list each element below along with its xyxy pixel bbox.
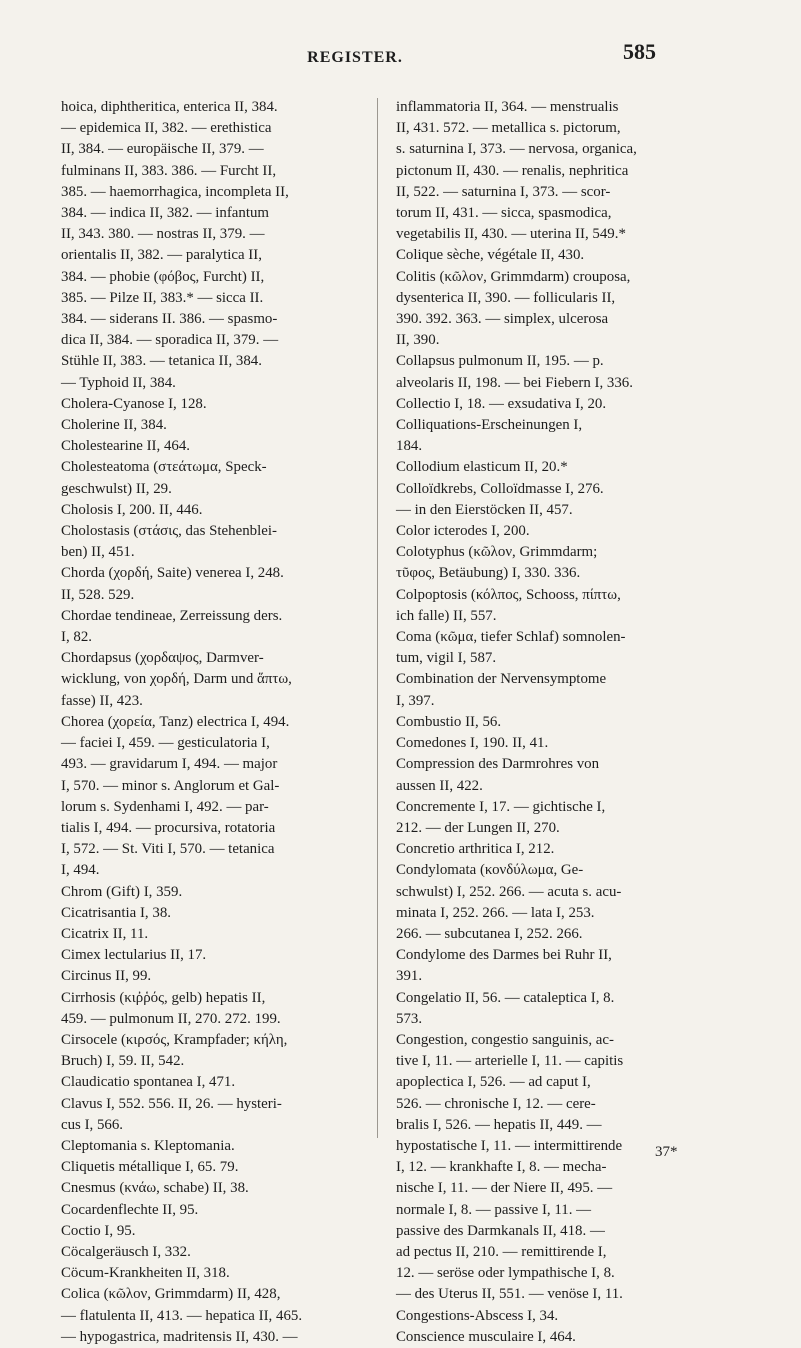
index-line: Cöcum-Krankheiten II, 318. xyxy=(61,1265,230,1282)
index-line: apoplectica I, 526. — ad caput I, xyxy=(396,1074,591,1091)
index-line: — Typhoid II, 384. xyxy=(61,374,176,391)
index-line: Cleptomania s. Kleptomania. xyxy=(61,1137,235,1154)
index-line: Cholestearine II, 464. xyxy=(61,438,191,455)
index-line: Cliquetis métallique I, 65. 79. xyxy=(61,1159,239,1176)
index-line: Color icterodes I, 200. xyxy=(396,523,530,540)
index-line: Collodium elasticum II, 20.* xyxy=(396,459,568,476)
index-line: aussen II, 422. xyxy=(396,777,483,794)
index-line: Cirrhosis (κιῤῥός, gelb) hepatis II, xyxy=(61,989,266,1006)
index-line: II, 522. — saturnina I, 373. — scor- xyxy=(396,183,611,200)
index-line: nische I, 11. — der Niere II, 495. — xyxy=(396,1180,613,1197)
index-line: I, 572. — St. Viti I, 570. — tetanica xyxy=(61,841,275,858)
index-line: Cholesteatoma (στεάτωμα, Speck- xyxy=(61,459,267,476)
index-line: Cöcalgeräusch I, 332. xyxy=(61,1243,191,1260)
index-line: Chorea (χορεία, Tanz) electrica I, 494. xyxy=(61,713,290,730)
index-line: Colliquations-Erscheinungen I, xyxy=(396,417,583,434)
index-line: Cholerine II, 384. xyxy=(61,417,167,434)
column-divider xyxy=(377,98,378,1138)
index-line: tive I, 11. — arterielle I, 11. — capitis xyxy=(396,1053,624,1070)
index-line: I, 494. xyxy=(61,862,100,879)
index-line: 459. — pulmonum II, 270. 272. 199. xyxy=(61,1010,281,1027)
index-line: 384. — phobie (φόβος, Furcht) II, xyxy=(61,268,265,285)
index-line: cus I, 566. xyxy=(61,1116,124,1133)
index-line: Clavus I, 552. 556. II, 26. — hysteri- xyxy=(61,1095,282,1112)
index-line: — flatulenta II, 413. — hepatica II, 465. xyxy=(61,1307,303,1324)
index-line: schwulst) I, 252. 266. — acuta s. acu- xyxy=(396,883,622,900)
index-line: torum II, 431. — sicca, spasmodica, xyxy=(396,205,612,222)
index-line: I, 397. xyxy=(396,692,435,709)
index-line: Collectio I, 18. — exsudativa I, 20. xyxy=(396,395,607,412)
index-line: Compression des Darmrohres von xyxy=(396,756,600,773)
index-line: Chordapsus (χορδαψος, Darmver- xyxy=(61,650,264,667)
index-line: s. saturnina I, 373. — nervosa, organica, xyxy=(396,141,637,158)
index-line: hoica, diphtheritica, enterica II, 384. xyxy=(61,99,278,115)
index-line: 384. — indica II, 382. — infantum xyxy=(61,205,270,222)
index-line: Colica (κῶλον, Grimmdarm) II, 428, xyxy=(61,1286,281,1303)
index-line: Chordae tendineae, Zerreissung ders. xyxy=(61,607,283,624)
index-line: I, 12. — krankhafte I, 8. — mecha- xyxy=(396,1159,607,1176)
index-line: Cholosis I, 200. II, 446. xyxy=(61,501,203,518)
index-line: inflammatoria II, 364. — menstrualis xyxy=(396,99,619,115)
index-line: Condylome des Darmes bei Ruhr II, xyxy=(396,947,612,964)
index-line: pictonum II, 430. — renalis, nephritica xyxy=(396,162,629,179)
index-line: Bruch) I, 59. II, 542. xyxy=(61,1053,185,1070)
index-line: minata I, 252. 266. — lata I, 253. xyxy=(396,904,595,921)
index-line: — des Uterus II, 551. — venöse I, 11. xyxy=(396,1286,623,1303)
index-line: vegetabilis II, 430. — uterina II, 549.* xyxy=(396,226,626,243)
index-line: — hypogastrica, madritensis II, 430. — xyxy=(61,1328,298,1345)
index-line: 384. — siderans II. 386. — spasmo- xyxy=(61,311,278,328)
index-line: II, 390. xyxy=(396,332,440,349)
index-line: Concretio arthritica I, 212. xyxy=(396,841,555,858)
index-line: fulminans II, 383. 386. — Furcht II, xyxy=(61,162,277,179)
index-line: Congelatio II, 56. — cataleptica I, 8. xyxy=(396,989,615,1006)
index-line: Chrom (Gift) I, 359. xyxy=(61,883,183,900)
index-line: τῦφος, Betäubung) I, 330. 336. xyxy=(396,565,581,582)
index-line: Cocardenflechte II, 95. xyxy=(61,1201,199,1218)
index-column-right xyxy=(396,97,688,1348)
index-line: geschwulst) II, 29. xyxy=(61,480,172,497)
index-line: normale I, 8. — passive I, 11. — xyxy=(396,1201,592,1218)
index-line: Congestion, congestio sanguinis, ac- xyxy=(396,1031,614,1048)
index-line: Cicatrix II, 11. xyxy=(61,925,149,942)
index-line: Cnesmus (κνάω, schabe) II, 38. xyxy=(61,1180,249,1197)
index-line: Coma (κῶμα, tiefer Schlaf) somnolen- xyxy=(396,629,626,646)
index-line: Comedones I, 190. II, 41. xyxy=(396,735,549,752)
index-line: 526. — chronische I, 12. — cere- xyxy=(396,1095,596,1112)
index-line: II, 343. 380. — nostras II, 379. — xyxy=(61,226,265,243)
index-line: Colique sèche, végétale II, 430. xyxy=(396,247,585,264)
index-line: 266. — subcutanea I, 252. 266. xyxy=(396,925,583,942)
index-line: 184. xyxy=(396,438,423,455)
index-line: bralis I, 526. — hepatis II, 449. — xyxy=(396,1116,602,1133)
index-line: ad pectus II, 210. — remittirende I, xyxy=(396,1243,607,1260)
index-line: Claudicatio spontanea I, 471. xyxy=(61,1074,236,1091)
index-line: tialis I, 494. — procursiva, rotatoria xyxy=(61,819,276,836)
page-number: 585 xyxy=(623,39,656,64)
index-line: tum, vigil I, 587. xyxy=(396,650,497,667)
index-line: lorum s. Sydenhami I, 492. — par- xyxy=(61,798,269,815)
index-line: Colotyphus (κῶλον, Grimmdarm; xyxy=(396,544,598,561)
index-line: II, 384. — europäische II, 379. — xyxy=(61,141,264,158)
index-line: Cholostasis (στάσις, das Stehenblei- xyxy=(61,523,277,540)
index-line: 391. xyxy=(396,968,423,985)
index-line: Congestions-Abscess I, 34. xyxy=(396,1307,559,1324)
index-column-left xyxy=(61,97,353,1348)
index-line: dysenterica II, 390. — follicularis II, xyxy=(396,289,616,306)
index-line: 385. — haemorrhagica, incompleta II, xyxy=(61,183,289,200)
index-line: 573. xyxy=(396,1010,423,1027)
index-line: hypostatische I, 11. — intermittirende xyxy=(396,1137,623,1154)
index-line: alveolaris II, 198. — bei Fiebern I, 336. xyxy=(396,374,633,391)
index-line: Colloïdkrebs, Colloïdmasse I, 276. xyxy=(396,480,604,497)
index-line: Concremente I, 17. — gichtische I, xyxy=(396,798,606,815)
index-line: Conscience musculaire I, 464. xyxy=(396,1328,576,1345)
index-line: wicklung, von χορδή, Darm und ἅπτω, xyxy=(61,671,292,688)
index-line: Coctio I, 95. xyxy=(61,1222,136,1239)
index-line: ich falle) II, 557. xyxy=(396,607,497,624)
index-line: Combination der Nervensymptome xyxy=(396,671,607,688)
index-line: 390. 392. 363. — simplex, ulcerosa xyxy=(396,311,609,328)
index-line: — epidemica II, 382. — erethistica xyxy=(61,120,272,137)
index-line: fasse) II, 423. xyxy=(61,692,143,709)
running-head: REGISTER. xyxy=(307,49,403,66)
index-line: orientalis II, 382. — paralytica II, xyxy=(61,247,262,264)
index-line: Chorda (χορδή, Saite) venerea I, 248. xyxy=(61,565,284,582)
index-line: ben) II, 451. xyxy=(61,544,135,561)
index-line: — faciei I, 459. — gesticulatoria I, xyxy=(61,735,270,752)
page-header xyxy=(0,0,801,96)
index-line: I, 570. — minor s. Anglorum et Gal- xyxy=(61,777,280,794)
index-line: Collapsus pulmonum II, 195. — p. xyxy=(396,353,604,370)
index-line: Cicatrisantia I, 38. xyxy=(61,904,171,921)
index-line: 493. — gravidarum I, 494. — major xyxy=(61,756,278,773)
index-line: Colpoptosis (κόλπος, Schooss, πίπτω, xyxy=(396,586,621,603)
index-line: II, 528. 529. xyxy=(61,586,135,603)
index-line: 385. — Pilze II, 383.* — sicca II. xyxy=(61,289,264,306)
signature-mark: 37* xyxy=(655,1144,678,1160)
index-line: Colitis (κῶλον, Grimmdarm) crouposa, xyxy=(396,268,631,285)
index-line: 12. — seröse oder lympathische I, 8. xyxy=(396,1265,615,1282)
index-line: Combustio II, 56. xyxy=(396,713,502,730)
index-line: passive des Darmkanals II, 418. — xyxy=(396,1222,605,1239)
index-line: Condylomata (κονδύλωμα, Ge- xyxy=(396,862,584,879)
index-line: Cirsocele (κιρσός, Krampfader; κήλη, xyxy=(61,1031,288,1048)
index-line: I, 82. xyxy=(61,629,93,646)
index-line: — in den Eierstöcken II, 457. xyxy=(396,501,573,518)
index-line: Cimex lectularius II, 17. xyxy=(61,947,207,964)
index-line: II, 431. 572. — metallica s. pictorum, xyxy=(396,120,621,137)
index-line: Stühle II, 383. — tetanica II, 384. xyxy=(61,353,262,370)
index-line: 212. — der Lungen II, 270. xyxy=(396,819,560,836)
index-line: Cholera-Cyanose I, 128. xyxy=(61,395,207,412)
index-line: Circinus II, 99. xyxy=(61,968,152,985)
index-line: dica II, 384. — sporadica II, 379. — xyxy=(61,332,279,349)
